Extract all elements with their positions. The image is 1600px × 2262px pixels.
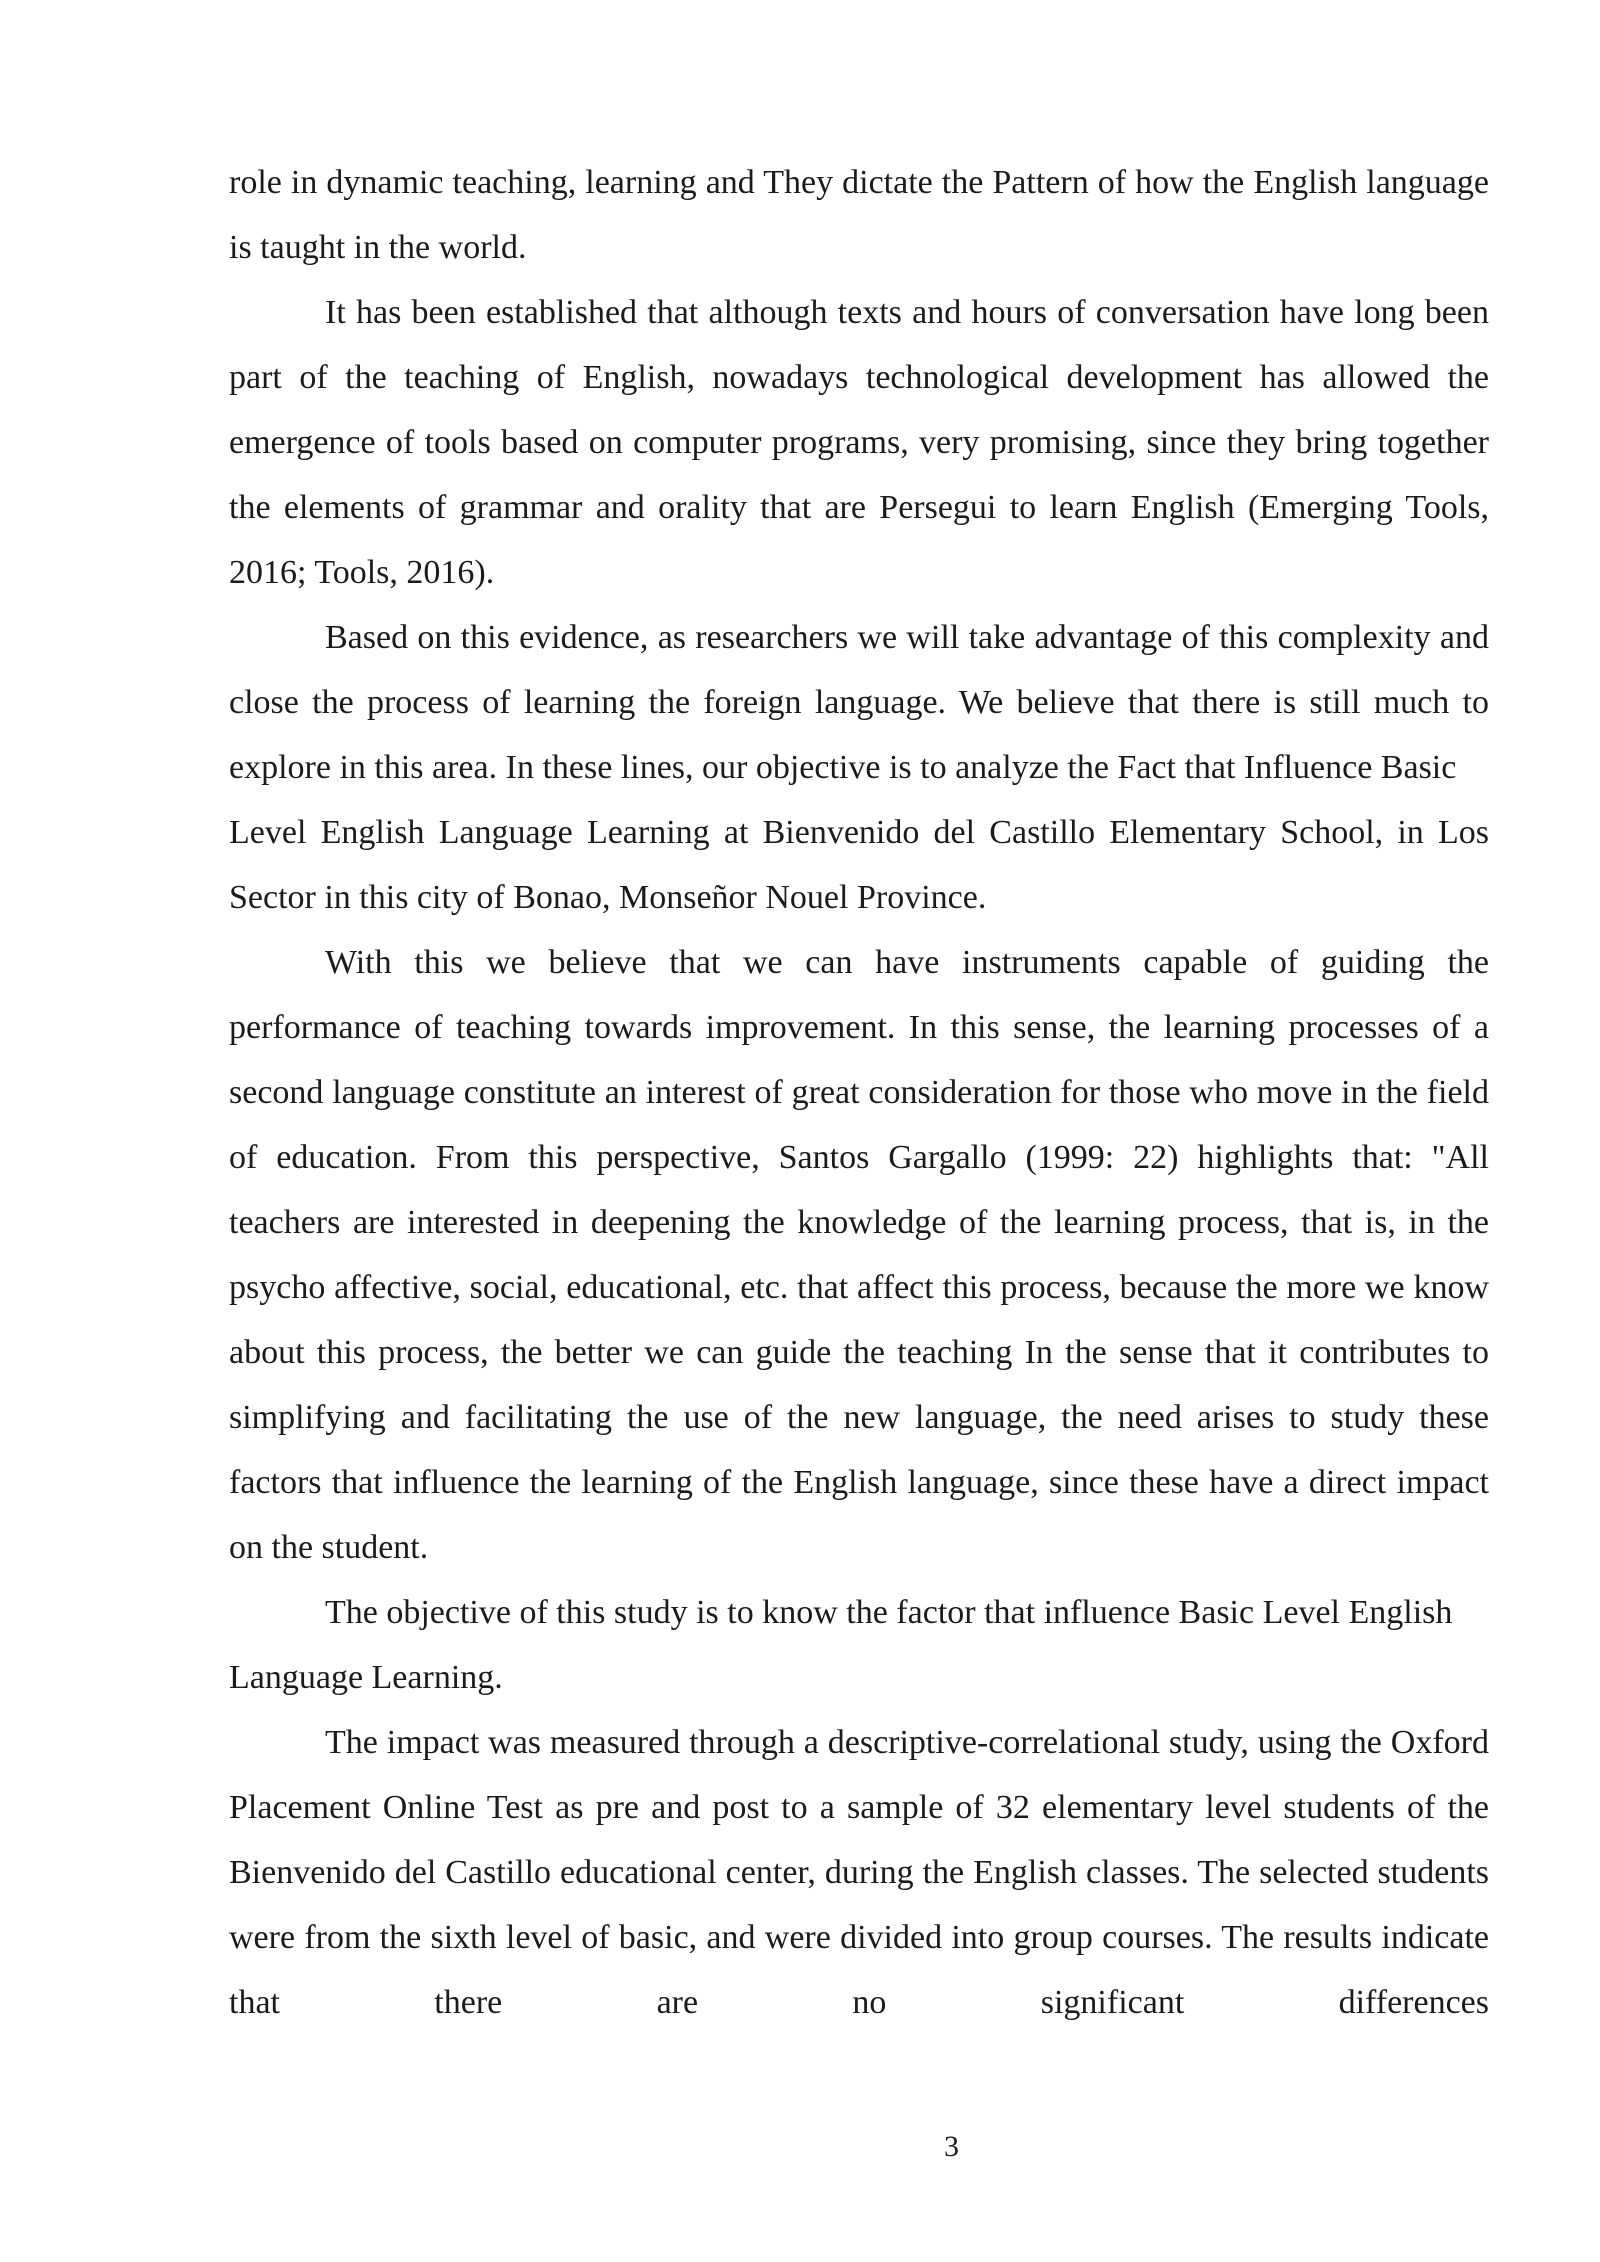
paragraph-objective: The objective of this study is to know the factor that influence Basic Level English Language Learning. — [229, 1594, 1453, 1696]
paragraph-evidence: Based on this evidence, as researchers we will take advantage of this complexity and close the process of learning the foreign language. We believe that there is still much to explore in this area. In these lines, our objective is to analyze the Fact that Influence Basic — [229, 619, 1489, 786]
body-text — [229, 150, 1489, 2035]
page-number-label: 3 — [944, 2130, 959, 2163]
paragraph-instruments: With this we believe that we can have instruments capable of guiding the performance of teaching towards improvement. In this sense, the learning processes of a second language constitute an interest of great consideration for those who move in the field of education. From this perspective, Santos Gargallo (1999: 22) highlights that: "All teachers are interested in deepening the knowledge of the learning process, that is, in the psycho affective, social, educational, etc. that affect this process, because the more we know about this process, the better we can guide the teaching In the sense that it contributes to simplifying and facilitating the use of the new language, the need arises to study these factors that influence the learning of the English language, since these have a direct impact on the student. — [229, 944, 1489, 1566]
paragraph-continuation: role in dynamic teaching, learning and They dictate the Pattern of how the English language is taught in the world. — [229, 164, 1489, 266]
paragraph-impact: The impact was measured through a descriptive-correlational study, using the Oxford Placement Online Test as pre and post to a sample of 32 elementary level students of the Bienvenido del Castillo educational center, during the English classes. The selected students were from the sixth level of basic, and were divided into group courses. The results indicate that there are no significant differences — [229, 1724, 1489, 2021]
paragraph-school: Level English Language Learning at Bienvenido del Castillo Elementary School, in Los Sector in this city of Bonao, Monseñor Nouel Province. — [229, 814, 1489, 916]
paragraph-tools: It has been established that although texts and hours of conversation have long been part of the teaching of English, nowadays technological development has allowed the emergence of tools based on computer programs, very promising, since they bring together the elements of grammar and orality that are Persegui to learn English (Emerging Tools, 2016; Tools, 2016). — [229, 294, 1489, 591]
